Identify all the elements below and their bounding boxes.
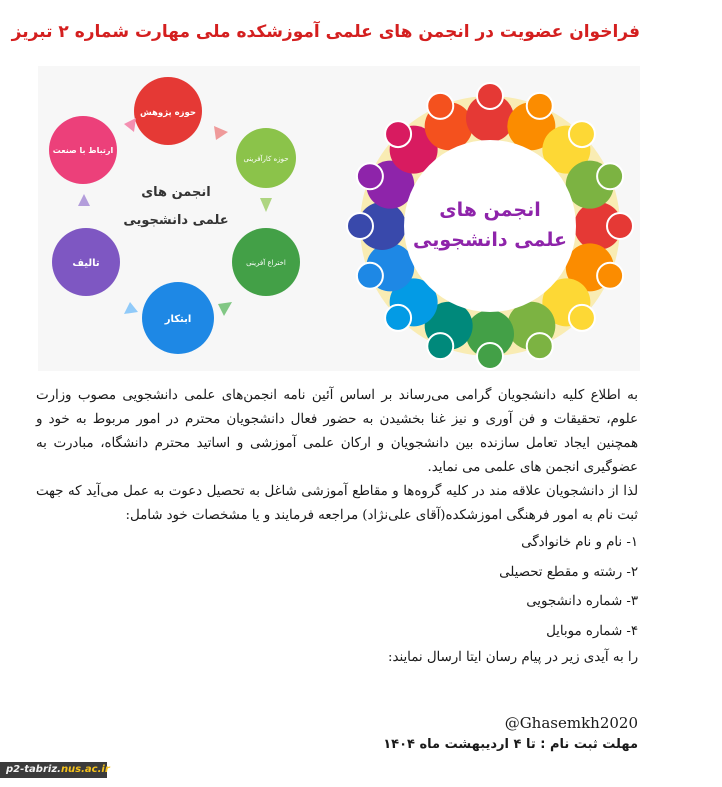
cycle-node-label-industry: ارتباط با صنعت xyxy=(52,146,114,155)
ring-figure-head xyxy=(569,305,595,331)
cycle-node-label-invention: اختراع آفرینی xyxy=(246,259,286,267)
ring-figure-head xyxy=(527,93,553,119)
ring-figure-head xyxy=(427,93,453,119)
intro-paragraph: به اطلاع کلیه دانشجویان گرامی می‌رساند بر اساس آئین نامه انجمن‌های علمی دانشجویی مصوب وزارت علوم، تحقیقات و فن آوری و نیز غنا بخشیدن به حضور فعال دانشجویان محترم در امور مربوط به خود و همچنین ایجاد تعامل سازنده بین دانشجویان و ارکان علمی آموزشی و اساتید محترم دانشگاه، مبادرت به عضوگیری انجمن های علمی می نماید. xyxy=(36,388,638,475)
list-item: ۳- شماره دانشجویی xyxy=(526,594,638,609)
banner-image xyxy=(38,66,640,371)
site-watermark xyxy=(0,762,110,778)
invitation-paragraph: لذا از دانشجویان علاقه مند در کلیه گروه‌ها و مقاطع آموزشی شاغل به تحصیل دعوت به عمل می‌آید که جهت ثبت نام به امور فرهنگی اموزشکده(آقای علی‌نژاد) مراجعه فرمایند و یا مشخصات خود شامل: xyxy=(36,484,638,523)
cycle-node-label-research: حوزه پژوهش xyxy=(140,108,196,118)
list-item: ۱- نام و نام خانوادگی xyxy=(521,535,638,550)
eitaa-handle: @Ghasemkh2020 xyxy=(504,714,638,732)
cycle-node-label-entrepreneurship: حوزه کارآفرینی xyxy=(243,155,289,163)
announcement-body xyxy=(36,384,638,670)
ring-figure-head xyxy=(477,83,503,109)
list-item: ۲- رشته و مقطع تحصیلی xyxy=(499,564,638,580)
ring-figure-head xyxy=(569,121,595,147)
cycle-center-line1: انجمن های xyxy=(141,185,211,200)
ring-figure-head xyxy=(385,305,411,331)
required-info-list xyxy=(36,528,638,646)
watermark-prefix: p2-tabriz. xyxy=(6,764,61,775)
ring-figure-head xyxy=(597,263,623,289)
watermark-domain: nus.ac.ir xyxy=(60,764,110,775)
ring-figure-head xyxy=(357,263,383,289)
list-item: ۴- شماره موبایل xyxy=(546,623,638,639)
ring-figure-head xyxy=(357,163,383,189)
people-ring-logo xyxy=(347,83,633,369)
send-instruction: را به آیدی زیر در پیام رسان ایتا ارسال نمایند: xyxy=(388,650,638,665)
ring-figure-head xyxy=(597,163,623,189)
page-title: فراخوان عضویت در انجمن های علمی آموزشکده ملی مهارت شماره ۲ تبریز xyxy=(11,22,640,42)
cycle-node-label-innovation: ابتکار xyxy=(164,314,192,325)
cycle-node-label-authoring: تالیف xyxy=(72,258,100,269)
ring-figure-head xyxy=(347,213,373,239)
ring-figure-head xyxy=(385,121,411,147)
registration-deadline: مهلت ثبت نام : تا ۴ اردیبهشت ماه ۱۴۰۴ xyxy=(383,737,638,752)
ring-figure-head xyxy=(527,333,553,359)
ring-line1: انجمن های xyxy=(439,199,541,221)
ring-figure-head xyxy=(607,213,633,239)
ring-figure-head xyxy=(427,333,453,359)
ring-line2: علمی دانشجویی xyxy=(412,229,568,251)
ring-figure-head xyxy=(477,343,503,369)
cycle-center-line2: علمی دانشجویی xyxy=(123,213,229,228)
